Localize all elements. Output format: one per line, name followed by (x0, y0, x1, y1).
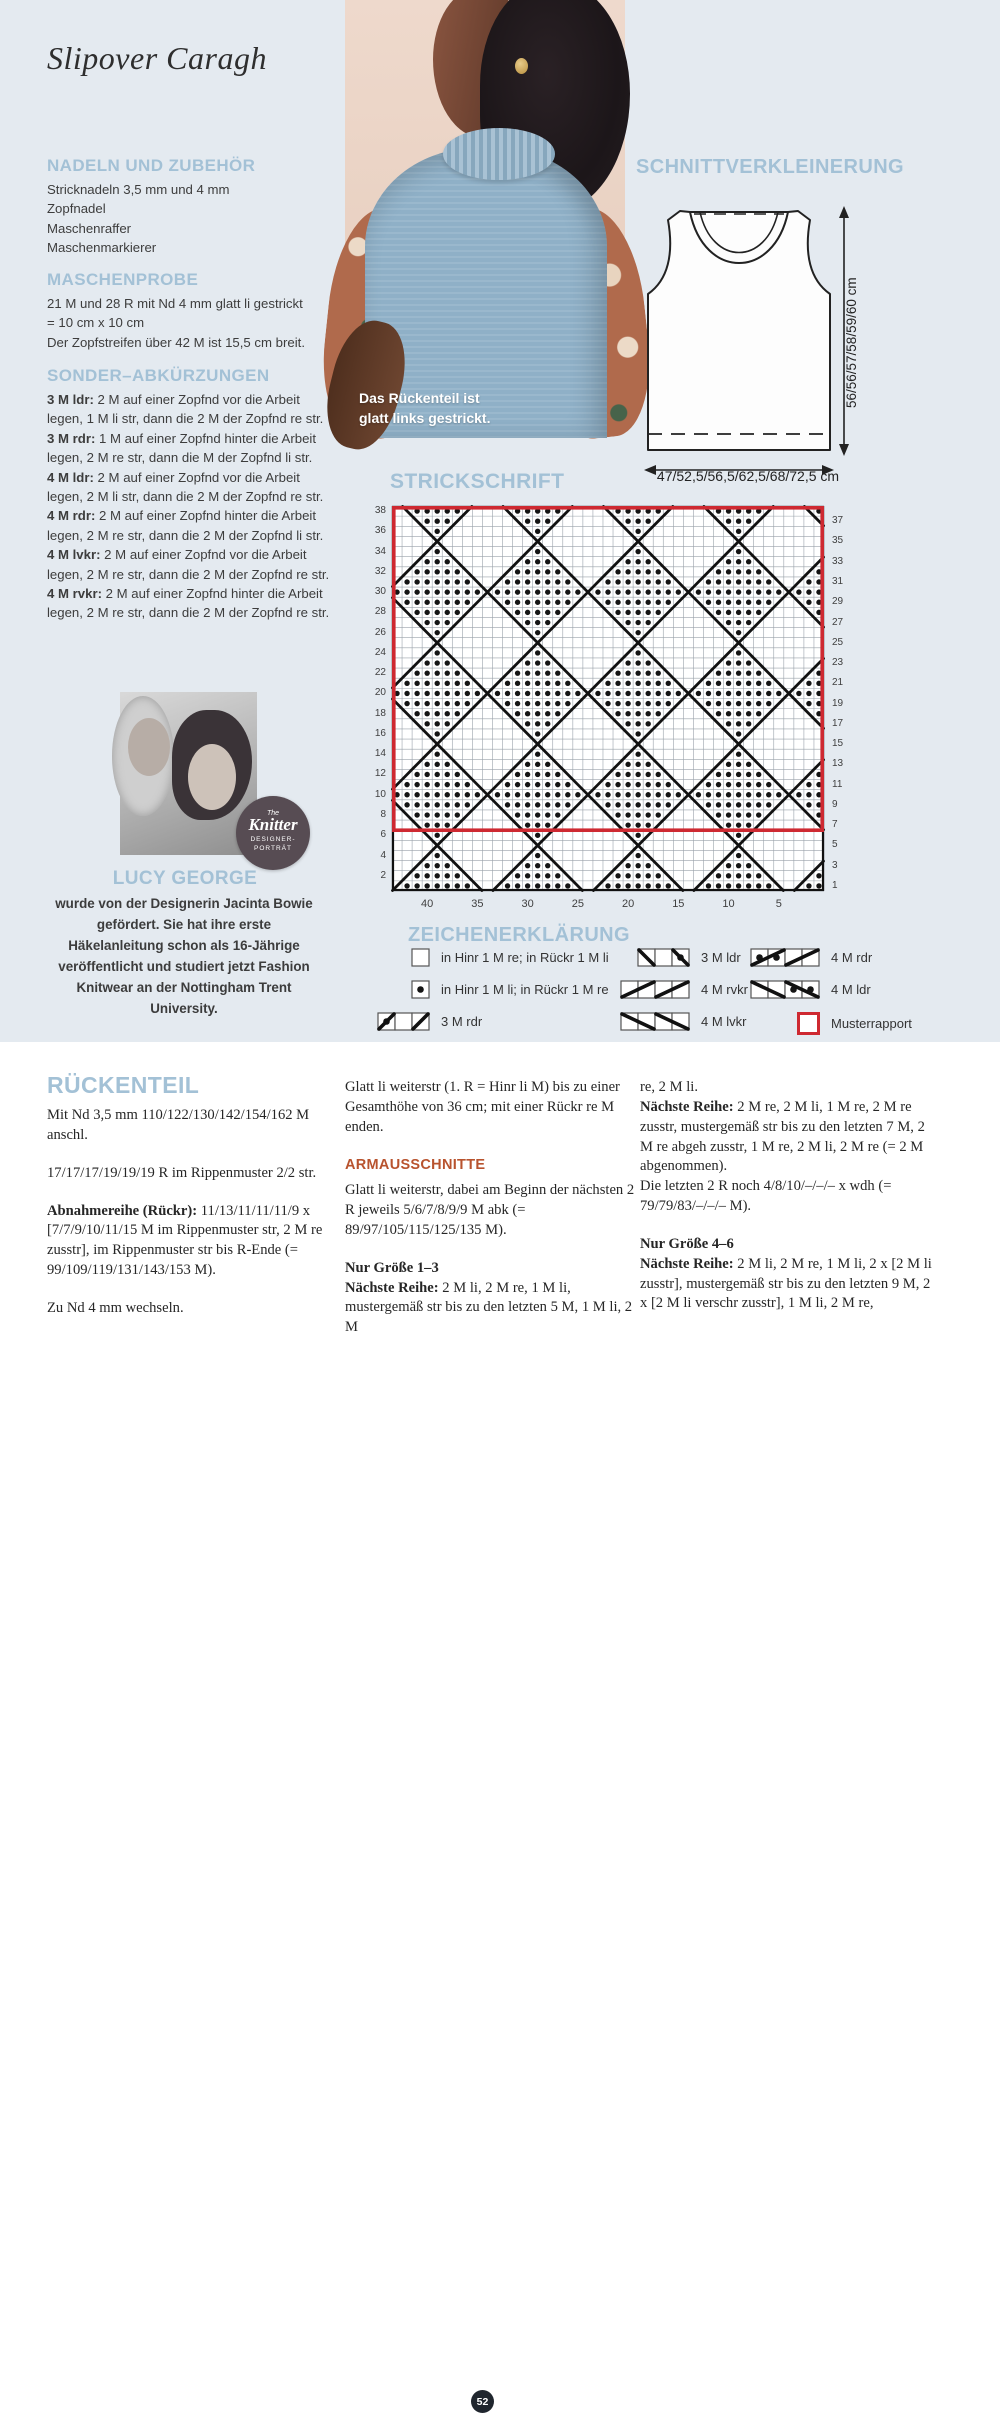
instructions-col3 (640, 1078, 940, 1314)
chart-row-number: 34 (374, 545, 386, 557)
chart-row-number: 4 (380, 849, 386, 861)
chart-row-number: 29 (832, 596, 844, 608)
legend-label: 4 M lvkr (701, 1014, 747, 1029)
instruction-paragraph: Nur Größe 4–6 (640, 1235, 734, 1252)
instruction-paragraph: Mit Nd 3,5 mm 110/122/130/142/154/162 M anschl. (47, 1107, 310, 1143)
vest-collar (443, 128, 555, 180)
chart-row-number: 8 (380, 809, 386, 820)
chart-row-number: 23 (832, 657, 844, 669)
legend-item (358, 948, 609, 967)
chart-row-number: 35 (832, 535, 844, 547)
chart-column-number: 40 (421, 898, 434, 910)
schematic-drawing (634, 178, 874, 488)
sonder-items (47, 390, 339, 623)
legend-label: 4 M rvkr (701, 982, 748, 997)
instruction-paragraph: Nächste Reihe: 2 M li, 2 M re, 1 M li, 2 x [2 M li zusstr], mustergemäß str bis zu den letzten 9 M, 2 x [2 M li verschr zusstr], 1 M li, 2 M re, (640, 1255, 932, 1312)
legend-item (618, 1012, 747, 1031)
maschenprobe-lines (47, 294, 357, 352)
legend-label: 4 M ldr (831, 982, 871, 997)
chart-legend (358, 948, 938, 1048)
earring (515, 58, 528, 74)
chart-row-number: 18 (374, 707, 386, 719)
instruction-paragraph: Zu Nd 4 mm wechseln. (47, 1299, 184, 1316)
chart-row-number: 9 (832, 798, 838, 810)
chart-row-number: 21 (832, 677, 844, 689)
instruction-paragraph: re, 2 M li. (640, 1079, 698, 1095)
abbreviation-item: 4 M rdr: 2 M auf einer Zopfnd hinter die Arbeit legen, 2 M re str, dann die 2 M der Zopfnd li str. (47, 508, 324, 543)
text-line: 21 M und 28 R mit Nd 4 mm glatt li gestrickt (47, 296, 303, 311)
chart-row-number: 6 (380, 829, 386, 841)
text-line: Der Zopfstreifen über 42 M ist 15,5 cm breit. (47, 334, 305, 350)
chart-row-number: 1 (832, 879, 838, 891)
chart-column-number: 30 (521, 898, 534, 910)
model-photo (345, 0, 625, 432)
stitch-symbol-icon (618, 948, 690, 967)
chart-row-number: 28 (374, 606, 386, 618)
text-line: Maschenraffer (47, 220, 132, 236)
chart-row-number: 16 (374, 727, 386, 739)
instructions-section (0, 1042, 1000, 2408)
section-heading-nadeln: NADELN UND ZUBEHÖR (47, 156, 256, 175)
height-arrow-top-icon (839, 206, 849, 218)
instruction-paragraph: Nächste Reihe: 2 M li, 2 M re, 1 M li, mustergemäß str bis zu den letzten 5 M, 1 M li, 2 M (345, 1279, 633, 1336)
chart-column-number: 35 (471, 898, 484, 910)
instruction-paragraph: Glatt li weiterstr, dabei am Beginn der nächsten 2 R jeweils 5/6/7/8/9/9 M abk (= 89/97/105/115/125/135 M). (345, 1182, 635, 1238)
designer-name: LUCY GEORGE (112, 868, 258, 889)
photo-caption-line1: Das Rückenteil ist (359, 390, 480, 406)
section-heading-maschenprobe: MASCHENPROBE (47, 270, 199, 289)
abbreviation-item: 4 M ldr: 2 M auf einer Zopfnd vor die Arbeit legen, 2 M li str, dann die 2 M der Zopfnd re str. (47, 469, 324, 505)
portrait-person-right-face (188, 744, 236, 810)
photo-caption (359, 388, 490, 429)
legend-label: 3 M ldr (701, 950, 741, 965)
schematic-height-label: 56/56/57/58/59/60 cm (844, 277, 859, 408)
chart-row-number: 32 (374, 565, 386, 577)
badge-sub1: DESIGNER- (250, 836, 296, 844)
chart-row-number: 38 (374, 505, 386, 517)
nadeln-lines (47, 180, 347, 258)
legend-label: Musterrapport (831, 1016, 912, 1031)
section-heading-rueckenteil: RÜCKENTEIL (47, 1072, 200, 1098)
stitch-symbol-icon (748, 980, 820, 999)
chart-column-number: 25 (571, 898, 584, 910)
stitch-symbol-icon (358, 980, 430, 999)
section-heading-zeichen: ZEICHENERKLÄRUNG (408, 924, 630, 946)
portrait-person-left-face (128, 718, 170, 776)
chart-row-number: 14 (374, 748, 386, 760)
chart-row-number: 17 (832, 717, 844, 729)
photo-caption-line2: glatt links gestrickt. (359, 410, 491, 427)
legend-item (618, 980, 748, 999)
legend-item (748, 948, 872, 967)
chart-row-number: 13 (832, 758, 844, 770)
chart-row-number: 37 (832, 515, 844, 527)
instruction-paragraph: Abnahmereihe (Rückr): 11/13/11/11/11/9 x [7/7/9/10/11/15 M im Rippenmuster str, 2 M re zusstr], im Rippenmuster str bis R-Ende (= 99/109/119/131/143/153 M). (47, 1202, 323, 1279)
instructions-col2 (345, 1078, 637, 1338)
chart-row-number: 30 (374, 586, 386, 598)
section-heading-sonder: SONDER–ABKÜRZUNGEN (47, 366, 270, 385)
chart-row-number: 25 (832, 636, 844, 648)
section-heading-strickschrift: STRICKSCHRIFT (390, 470, 565, 493)
chart-row-number: 19 (832, 697, 844, 709)
badge-name: Knitter (248, 815, 298, 834)
abbreviation-item: 3 M rdr: 1 M auf einer Zopfnd hinter die Arbeit legen, 2 M re str, dann die M der Zopfnd li str. (47, 430, 317, 466)
text-line: = 10 cm x 10 cm (47, 315, 145, 331)
abbreviation-item: 4 M lvkr: 2 M auf einer Zopfnd vor die Arbeit legen, 2 M re str, dann die 2 M der Zopfnd re str. (47, 547, 330, 582)
legend-label: 3 M rdr (441, 1014, 483, 1029)
chart-row-number: 11 (832, 778, 843, 790)
legend-item (618, 948, 741, 967)
chart-row-number: 31 (832, 575, 844, 587)
legend-item (748, 1012, 912, 1035)
chart-row-number: 33 (832, 555, 844, 567)
legend-label: in Hinr 1 M li; in Rückr 1 M re (441, 982, 609, 997)
musterrapport-icon (797, 1012, 820, 1035)
text-line: Zopfnadel (47, 201, 106, 217)
legend-item (748, 980, 871, 999)
schematic-width-label: 47/52,5/56,5/62,5/68/72,5 cm (656, 468, 840, 484)
badge-sub2: PORTRÄT (254, 845, 292, 853)
badge-top: The (266, 810, 280, 817)
chart-row-number: 22 (374, 667, 386, 679)
text-line: Maschenmarkierer (47, 240, 157, 256)
knitting-chart (352, 498, 872, 928)
instruction-paragraph: Nächste Reihe: 2 M re, 2 M li, 1 M re, 2 M re zusstr, mustergemäß str bis zu den letzten 7 M, 2 M re abgeh zusstr, 1 M re, 2 M li, 2 M re (= 2 M abgenommen). (640, 1098, 925, 1175)
chart-row-number: 36 (374, 525, 386, 537)
stitch-symbol-icon (748, 948, 820, 967)
chart-column-number: 10 (722, 898, 735, 910)
stitch-symbol-icon (618, 1012, 690, 1031)
instruction-paragraph: Nur Größe 1–3 (345, 1259, 439, 1276)
knitter-designer-badge (236, 796, 310, 870)
chart-row-number: 24 (374, 646, 386, 658)
stitch-symbol-icon (358, 948, 430, 967)
legend-item (358, 1012, 482, 1031)
badge-sub (236, 836, 310, 854)
stitch-symbol-icon (358, 1012, 430, 1031)
chart-row-number: 15 (832, 738, 844, 750)
garment-schematic (634, 178, 874, 488)
repeat-symbol-icon (748, 1012, 820, 1035)
designer-bio: wurde von der Designerin Jacinta Bowie gefördert. Sie hat ihre erste Häkelanleitung schon als 16-Jährige veröffentlicht und studiert jetzt Fashion Knitwear an der Nottingham Trent University. (55, 896, 313, 1016)
chart-row-number: 12 (374, 768, 386, 780)
instruction-paragraph: ARMAUSSCHNITTE (345, 1156, 486, 1173)
legend-label: 4 M rdr (831, 950, 873, 965)
chart-row-number: 3 (832, 859, 838, 871)
vest-outline (648, 211, 830, 450)
chart-row-number: 26 (374, 626, 386, 638)
instruction-paragraph: 17/17/17/19/19/19 R im Rippenmuster 2/2 str. (47, 1164, 317, 1181)
legend-item (358, 980, 609, 999)
text-line: Stricknadeln 3,5 mm und 4 mm (47, 182, 230, 197)
chart-row-number: 5 (832, 839, 838, 851)
chart-column-number: 20 (621, 898, 635, 910)
height-arrow-bottom-icon (839, 444, 849, 456)
chart-row-number: 7 (832, 819, 838, 831)
page-number-badge: 52 (471, 2390, 494, 2413)
legend-label: in Hinr 1 M re; in Rückr 1 M li (441, 950, 609, 965)
section-heading-schnitt: SCHNITTVERKLEINERUNG (636, 156, 905, 178)
chart-column-number: 5 (775, 898, 782, 910)
instructions-col1 (47, 1106, 335, 1319)
instruction-paragraph: Die letzten 2 R noch 4/8/10/–/–/– x wdh (= 79/79/83/–/–/– M). (640, 1178, 892, 1215)
chart-grid (392, 506, 824, 891)
chart-row-number: 20 (374, 687, 386, 699)
chart-row-number: 27 (832, 616, 844, 628)
chart-row-number: 10 (374, 788, 386, 800)
stitch-symbol-icon (618, 980, 690, 999)
abbreviation-item: 3 M ldr: 2 M auf einer Zopfnd vor die Arbeit legen, 1 M li str, dann die 2 M der Zopfnd re str. (47, 392, 324, 427)
page-title: Slipover Caragh (47, 40, 267, 76)
instruction-paragraph: Glatt li weiterstr (1. R = Hinr li M) bis zu einer Gesamthöhe von 36 cm; mit einer Rückr re M enden. (345, 1079, 620, 1135)
chart-column-number: 15 (672, 898, 685, 910)
abbreviation-item: 4 M rvkr: 2 M auf einer Zopfnd hinter die Arbeit legen, 2 M re str, dann die 2 M der Zopfnd re str. (47, 586, 330, 621)
chart-row-number: 2 (380, 869, 386, 881)
